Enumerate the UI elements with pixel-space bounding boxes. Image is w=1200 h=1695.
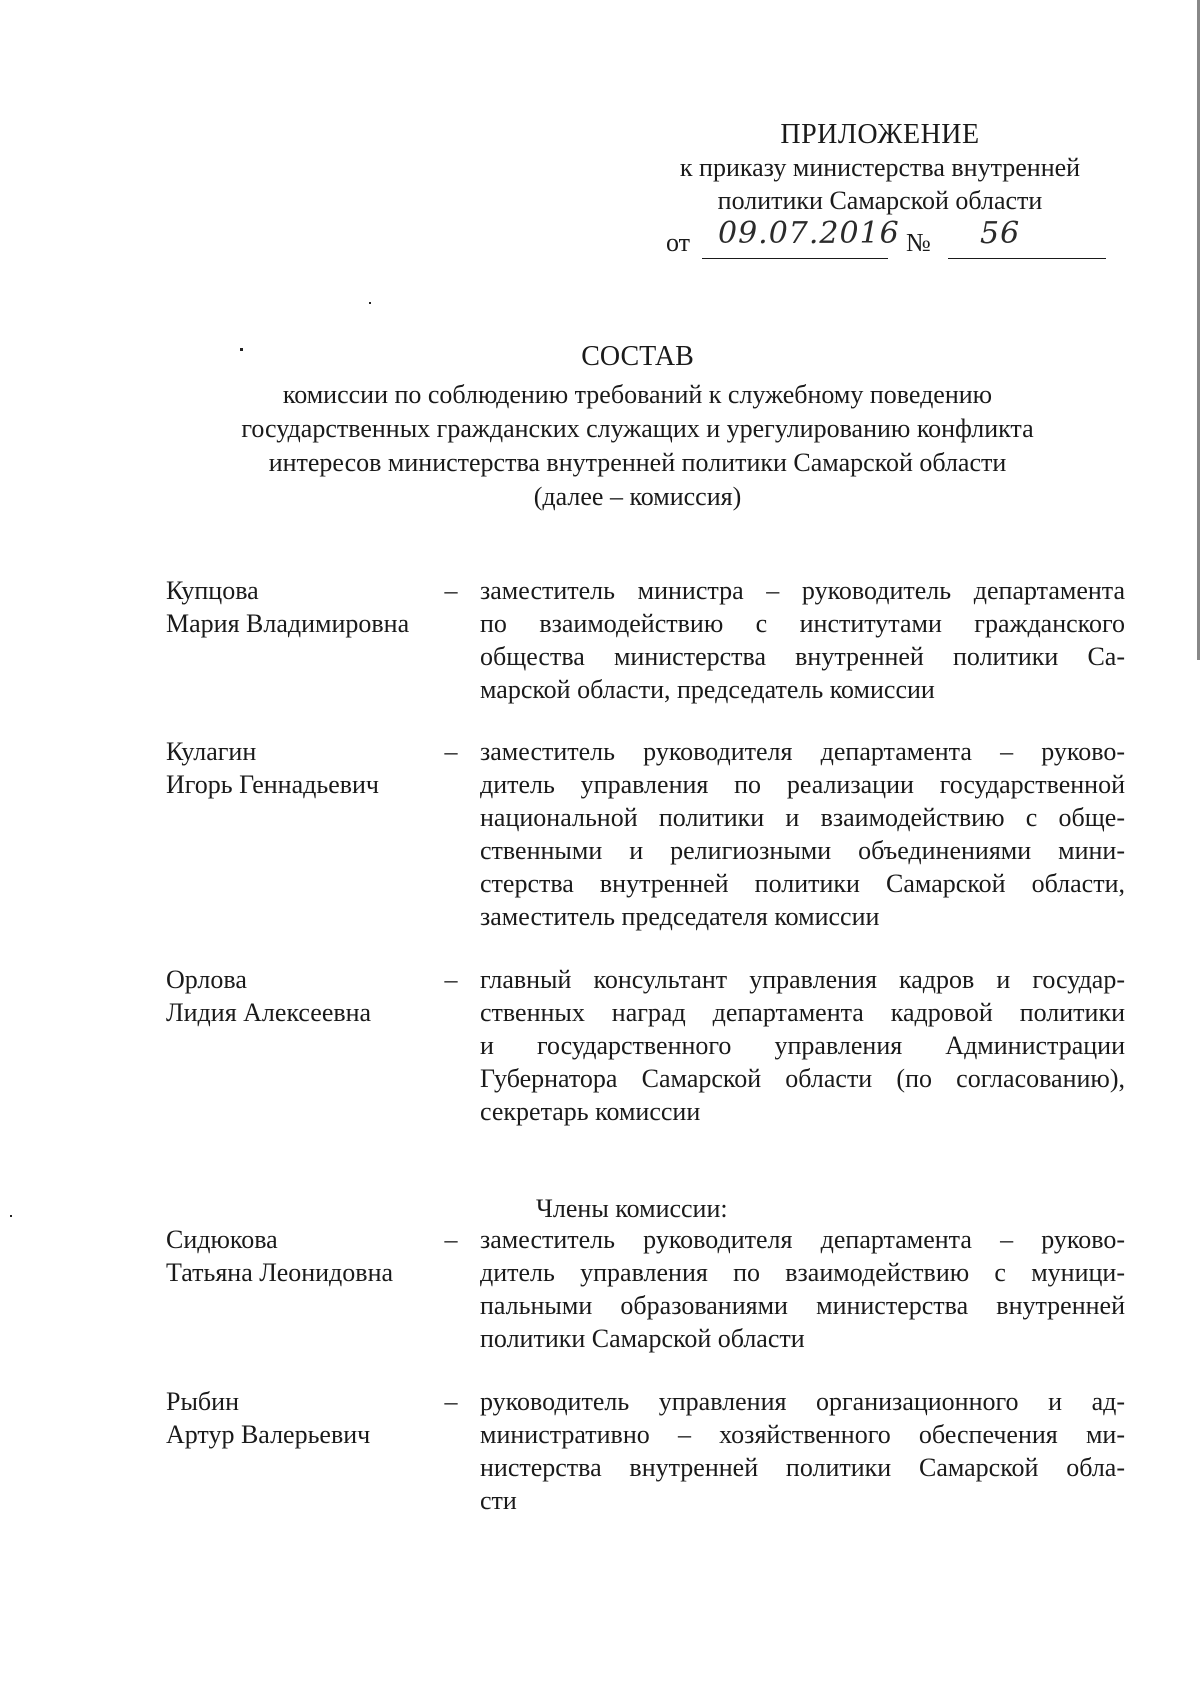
member-surname: Орлова <box>166 965 247 994</box>
role-line: Губернатора Самарской области (по согласованию), <box>480 1064 1125 1093</box>
member-surname: Сидюкова <box>166 1225 278 1254</box>
dash: – <box>444 965 458 994</box>
members-heading: Члены комиссии: <box>536 1194 728 1223</box>
member-name <box>166 1223 446 1289</box>
member-role <box>480 963 1125 1128</box>
role-line: руководитель управления организационного и ад- <box>480 1387 1125 1416</box>
member-given-name: Мария Владимировна <box>166 609 410 638</box>
member-given-name: Артур Валерьевич <box>166 1420 371 1449</box>
member-name <box>166 574 446 640</box>
document-heading <box>150 340 1125 514</box>
role-line: ственными и религиозными объединениями мини- <box>480 836 1125 865</box>
date-underline <box>702 258 888 259</box>
heading-line-2: государственных гражданских служащих и урегулированию конфликта <box>241 414 1034 443</box>
scan-speck <box>10 1215 12 1217</box>
from-label: от <box>666 228 691 257</box>
heading-title: СОСТАВ <box>581 341 694 372</box>
member-given-name: Татьяна Леонидовна <box>166 1258 394 1287</box>
member-role <box>480 735 1125 933</box>
handwritten-date: 09.07.2016 <box>718 216 900 251</box>
number-label: № <box>906 228 931 257</box>
scan-speck <box>369 302 371 304</box>
role-line: ственных наград департамента кадровой политики <box>480 998 1125 1027</box>
dash: – <box>444 576 458 605</box>
member-name <box>166 735 446 801</box>
role-line: дитель управления по взаимодействию с муници- <box>480 1258 1125 1287</box>
member-given-name: Игорь Геннадьевич <box>166 770 380 799</box>
appendix-block <box>650 118 1110 217</box>
role-line: заместитель руководителя департамента – руково- <box>480 1225 1125 1254</box>
member-role <box>480 1385 1125 1517</box>
number-underline <box>948 258 1106 259</box>
dash: – <box>444 737 458 766</box>
heading-line-3: интересов министерства внутренней политики Самарской области <box>268 448 1007 477</box>
role-line: общества министерства внутренней политики Са- <box>480 642 1125 671</box>
role-line: стерства внутренней политики Самарской области, <box>480 869 1125 898</box>
role-line: заместитель министра – руководитель департамента <box>480 576 1125 605</box>
role-line: заместитель руководителя департамента – руково- <box>480 737 1125 766</box>
member-surname: Купцова <box>166 576 259 605</box>
member-role <box>480 1223 1125 1355</box>
role-line: по взаимодействию с институтами гражданского <box>480 609 1125 638</box>
appendix-line-2: политики Самарской области <box>717 186 1043 215</box>
member-name <box>166 963 446 1029</box>
role-line: дитель управления по реализации государственной <box>480 770 1125 799</box>
order-date-number-line <box>666 216 1106 262</box>
role-line: сти <box>480 1486 517 1515</box>
role-line: политики Самарской области <box>480 1324 805 1353</box>
role-line: министративно – хозяйственного обеспечения ми- <box>480 1420 1125 1449</box>
role-line: заместитель председателя комиссии <box>480 902 880 931</box>
heading-line-4: (далее – комиссия) <box>533 482 742 511</box>
role-line: и государственного управления Администрации <box>480 1031 1125 1060</box>
member-given-name: Лидия Алексеевна <box>166 998 372 1027</box>
role-line: пальными образованиями министерства внутренней <box>480 1291 1125 1320</box>
dash: – <box>444 1387 458 1416</box>
appendix-title: ПРИЛОЖЕНИЕ <box>780 119 980 150</box>
member-surname: Кулагин <box>166 737 257 766</box>
member-surname: Рыбин <box>166 1387 239 1416</box>
dash: – <box>444 1225 458 1254</box>
role-line: национальной политики и взаимодействию с обще- <box>480 803 1125 832</box>
role-line: секретарь комиссии <box>480 1097 701 1126</box>
handwritten-number: 56 <box>980 216 1021 251</box>
role-line: марской области, председатель комиссии <box>480 675 935 704</box>
heading-line-1: комиссии по соблюдению требований к служебному поведению <box>282 380 993 409</box>
role-line: нистерства внутренней политики Самарской обла- <box>480 1453 1125 1482</box>
member-role <box>480 574 1125 706</box>
role-line: главный консультант управления кадров и государ- <box>480 965 1125 994</box>
appendix-line-1: к приказу министерства внутренней <box>679 153 1081 182</box>
member-name <box>166 1385 446 1451</box>
